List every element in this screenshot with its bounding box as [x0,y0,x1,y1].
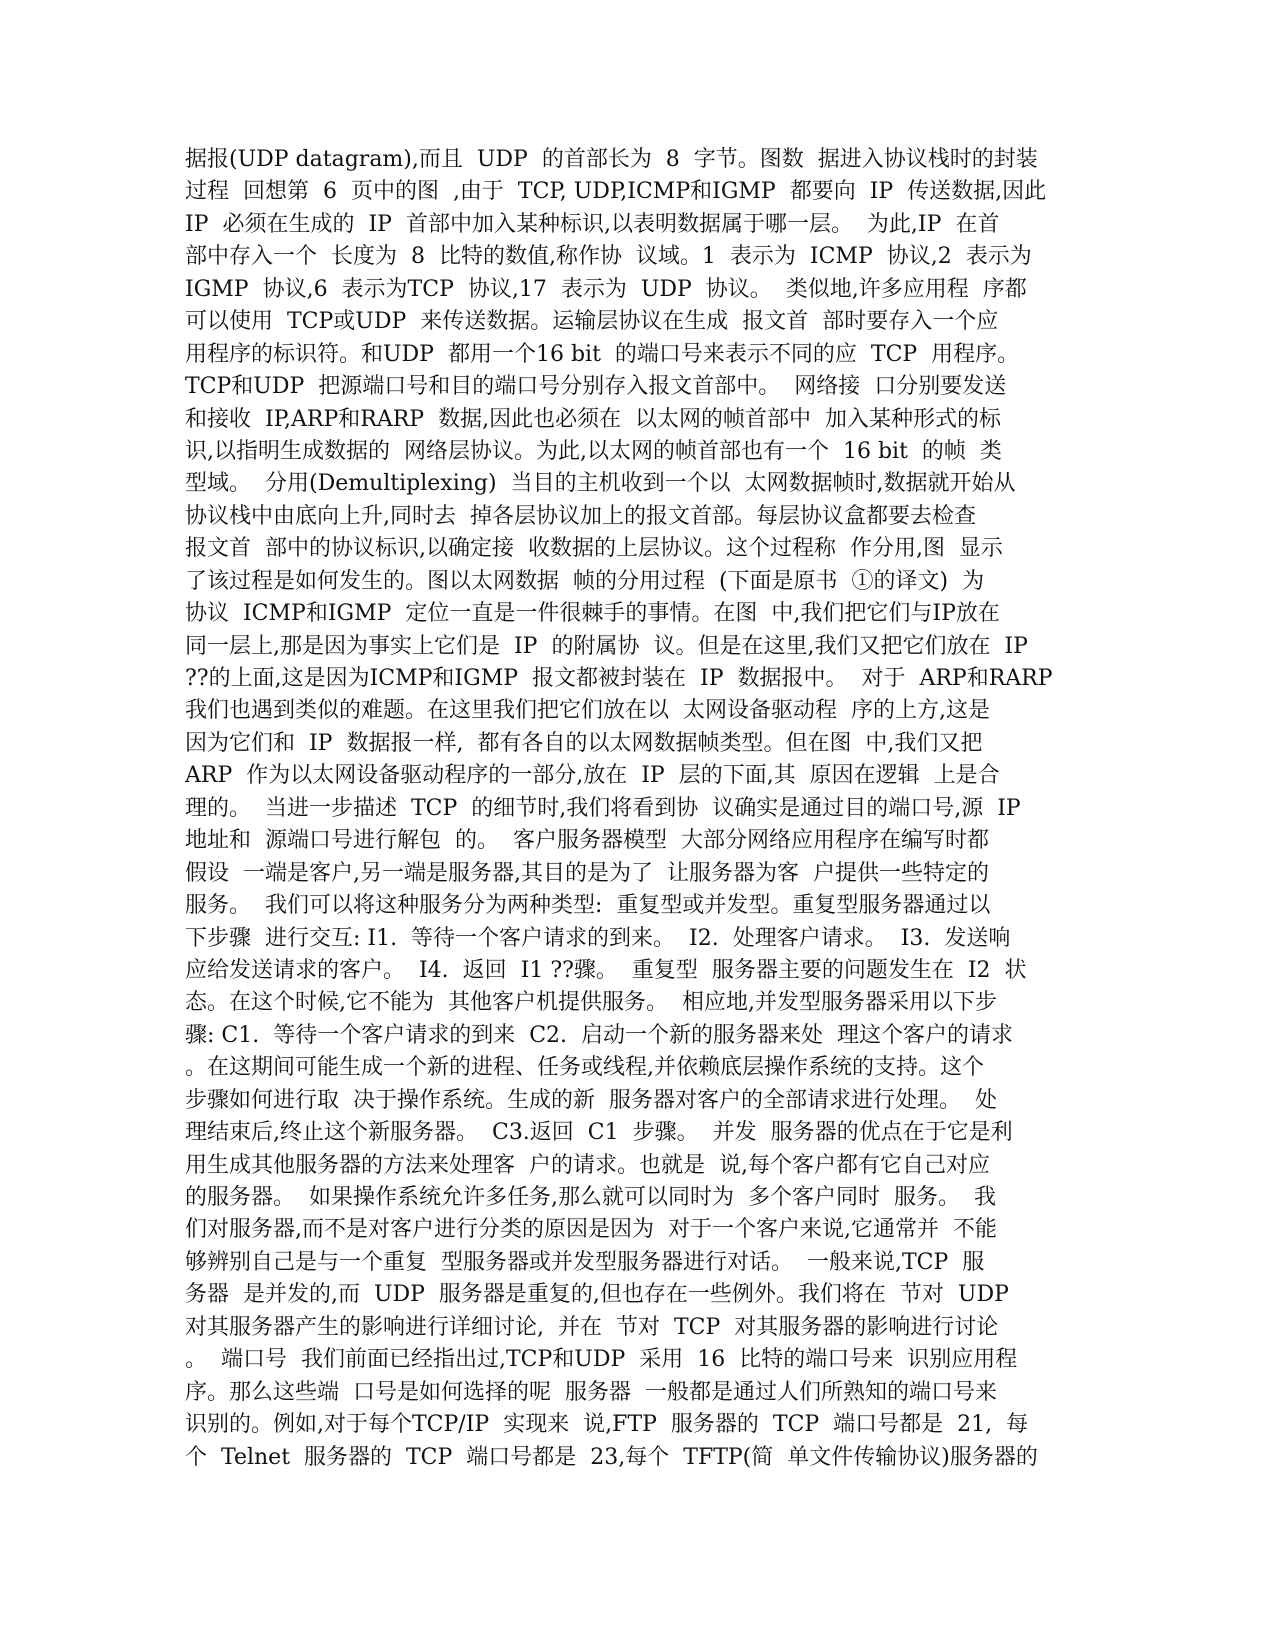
text-line: 和接收 IP,ARP和RARP 数据,因此也必须在 以太网的帧首部中 加入某种形式的标 [185,406,1002,432]
text-line: 骤: C1. 等待一个客户请求的到来 C2. 启动一个新的服务器来处 理这个客户的请求 [185,1022,1013,1048]
text-line: 了该过程是如何发生的。图以太网数据 帧的分用过程 (下面是原书 ①的译文) 为 [185,568,985,594]
text-line: 对其服务器产生的影响进行详细讨论, 并在 节对 TCP 对其服务器的影响进行讨论 [185,1314,999,1340]
text-line: 过程 回想第 6 页中的图 ,由于 TCP, UDP,ICMP和IGMP 都要向 IP 传送数据,因此 [185,179,1047,205]
text-line: IP 必须在生成的 IP 首部中加入某种标识,以表明数据属于哪一层。 为此,IP 在首 [185,211,1000,237]
text-line: 理的。 当进一步描述 TCP 的细节时,我们将看到协 议确实是通过目的端口号,源 IP [185,795,1021,821]
text-line: 态。在这个时候,它不能为 其他客户机提供服务。 相应地,并发型服务器采用以下步 [185,990,997,1016]
text-line: IGMP 协议,6 表示为TCP 协议,17 表示为 UDP 协议。 类似地,许多应用程 序都 [185,276,1027,302]
text-line: 应给发送请求的客户。 I4. 返回 I1 ??骤。 重复型 服务器主要的问题发生在 I2 状 [185,957,1027,983]
text-line: 协议栈中由底向上升,同时去 掉各层协议加上的报文首部。每层协议盒都要去检查 [185,503,976,529]
text-line: 报文首 部中的协议标识,以确定接 收数据的上层协议。这个过程称 作分用,图 显示 [185,536,1003,562]
text-line: 因为它们和 IP 数据报一样, 都有各自的以太网数据帧类型。但在图 中,我们又把 [185,730,983,756]
text-line: 型域。 分用(Demultiplexing) 当目的主机收到一个以 太网数据帧时,数据就开始从 [185,471,1016,497]
text-line: 理结束后,终止这个新服务器。 C3.返回 C1 步骤。 并发 服务器的优点在于它是利 [185,1120,1013,1146]
text-line: 识,以指明生成数据的 网络层协议。为此,以太网的帧首部也有一个 16 bit 的帧 类 [185,438,1002,464]
text-line: 部中存入一个 长度为 8 比特的数值,称作协 议域。1 表示为 ICMP 协议,2 表示为 [185,244,1032,270]
text-line: 服务。 我们可以将这种服务分为两种类型: 重复型或并发型。重复型服务器通过以 [185,893,991,919]
text-line: 的服务器。 如果操作系统允许多任务,那么就可以同时为 多个客户同时 服务。 我 [185,1185,996,1210]
text-line: ARP 作为以太网设备驱动程序的一部分,放在 IP 层的下面,其 原因在逻辑 上是合 [185,763,1000,789]
text-line: 个 Telnet 服务器的 TCP 端口号都是 23,每个 TFTP(简 单文件传输协议)服务器的 [185,1444,1038,1470]
text-line: 可以使用 TCP或UDP 来传送数据。运输层协议在生成 报文首 部时要存入一个应 [185,309,999,335]
text-line: 。在这期间可能生成一个新的进程、任务或线程,并依赖底层操作系统的支持。这个 [185,1055,984,1081]
text-line: 序。那么这些端 口号是如何选择的呢 服务器 一般都是通过人们所熟知的端口号来 [185,1379,997,1405]
text-line: 用生成其他服务器的方法来处理客 户的请求。也就是 说,每个客户都有它自己对应 [185,1152,990,1178]
text-line: 步骤如何进行取 决于操作系统。生成的新 服务器对客户的全部请求进行处理。 处 [185,1087,997,1113]
text-line: 。 端口号 我们前面已经指出过,TCP和UDP 采用 16 比特的端口号来 识别应用程 [185,1347,1018,1373]
body-text [185,144,1085,1474]
text-line: 用程序的标识符。和UDP 都用一个16 bit 的端口号来表示不同的应 TCP 用程序。 [185,341,1020,367]
text-line: 识别的。例如,对于每个TCP/IP 实现来 说,FTP 服务器的 TCP 端口号都是 21, 每 [185,1412,1029,1438]
text-line: 务器 是并发的,而 UDP 服务器是重复的,但也存在一些例外。我们将在 节对 UDP [185,1282,1009,1308]
text-line: 我们也遇到类似的难题。在这里我们把它们放在以 太网设备驱动程 序的上方,这是 [185,698,990,724]
text-line: 同一层上,那是因为事实上它们是 IP 的附属协 议。但是在这里,我们又把它们放在 IP [185,633,1028,659]
text-line: 假设 一端是客户,另一端是服务器,其目的是为了 让服务器为客 户提供一些特定的 [185,860,989,886]
text-line: 协议 ICMP和IGMP 定位一直是一件很棘手的事情。在图 中,我们把它们与IP放在 [185,601,1000,627]
text-line: 下步骤 进行交互: I1. 等待一个客户请求的到来。 I2. 处理客户请求。 I3. 发送响 [185,925,1011,951]
text-line: 够辨别自己是与一个重复 型服务器或并发型服务器进行对话。 一般来说,TCP 服 [185,1249,985,1275]
text-line: 们对服务器,而不是对客户进行分类的原因是因为 对于一个客户来说,它通常并 不能 [185,1217,997,1243]
text-line: ??的上面,这是因为ICMP和IGMP 报文都被封装在 IP 数据报中。 对于 ARP和RARP [185,666,1053,691]
text-line: 地址和 源端口号进行解包 的。 客户服务器模型 大部分网络应用程序在编写时都 [185,828,989,854]
text-line: TCP和UDP 把源端口号和目的端口号分别存入报文首部中。 网络接 口分别要发送 [185,374,1007,400]
text-line: 据报(UDP datagram),而且 UDP 的首部长为 8 字节。图数 据进入协议栈时的封装 [185,147,1038,172]
